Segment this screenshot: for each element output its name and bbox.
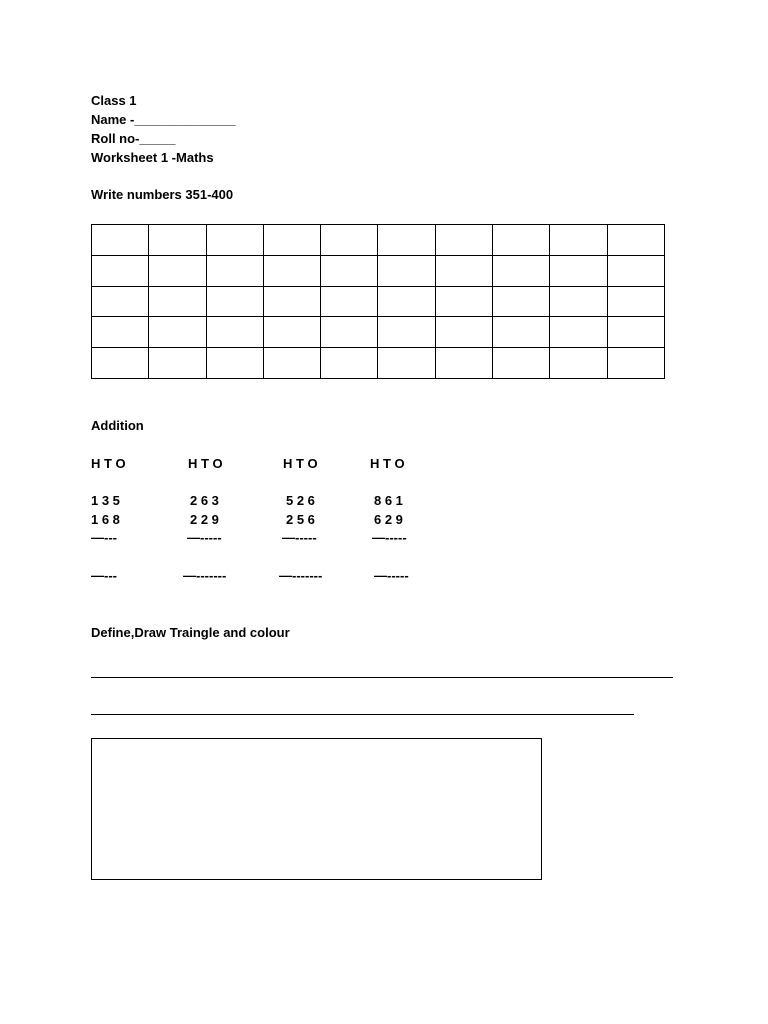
grid-cell[interactable] [321,348,378,379]
worksheet-title: Worksheet 1 -Maths [91,150,214,165]
grid-cell[interactable] [435,255,492,286]
grid-cell[interactable] [149,317,206,348]
grid-row [92,348,665,379]
grid-cell[interactable] [149,225,206,256]
grid-cell[interactable] [378,255,435,286]
grid-cell[interactable] [493,286,550,317]
grid-cell[interactable] [607,348,664,379]
addend-bottom: 2 5 6 [286,512,315,527]
grid-cell[interactable] [607,255,664,286]
grid-cell[interactable] [550,348,607,379]
addend-bottom: 2 2 9 [190,512,219,527]
grid-cell[interactable] [92,348,149,379]
drawing-box[interactable] [91,738,542,880]
sum-line: —----- [187,530,222,545]
grid-cell[interactable] [378,286,435,317]
grid-cell[interactable] [263,348,320,379]
grid-cell[interactable] [550,225,607,256]
sum-line: —----- [282,530,317,545]
grid-cell[interactable] [92,255,149,286]
grid-cell[interactable] [378,317,435,348]
grid-row [92,255,665,286]
grid-cell[interactable] [607,286,664,317]
grid-row [92,317,665,348]
numbers-instruction: Write numbers 351-400 [91,187,234,202]
grid-cell[interactable] [321,255,378,286]
addend-top: 1 3 5 [91,493,120,508]
grid-cell[interactable] [550,286,607,317]
grid-cell[interactable] [92,286,149,317]
grid-cell[interactable] [206,348,263,379]
grid-cell[interactable] [206,317,263,348]
class-label: Class 1 [91,93,137,108]
grid-cell[interactable] [493,225,550,256]
grid-cell[interactable] [435,225,492,256]
grid-cell[interactable] [149,255,206,286]
grid-cell[interactable] [263,225,320,256]
writing-line[interactable] [91,677,673,678]
grid-cell[interactable] [493,348,550,379]
grid-cell[interactable] [435,286,492,317]
hto-header: H T O [370,456,405,471]
sum-line: —--- [91,530,117,545]
addition-heading: Addition [91,418,144,433]
grid-cell[interactable] [321,286,378,317]
grid-cell[interactable] [435,348,492,379]
grid-cell[interactable] [149,286,206,317]
addend-top: 8 6 1 [374,493,403,508]
grid-cell[interactable] [378,348,435,379]
grid-cell[interactable] [149,348,206,379]
triangle-instruction: Define,Draw Traingle and colour [91,625,290,640]
grid-cell[interactable] [493,317,550,348]
sum-line: —----- [372,530,407,545]
answer-line: —--- [91,568,117,583]
addend-bottom: 1 6 8 [91,512,120,527]
grid-cell[interactable] [206,286,263,317]
grid-row [92,286,665,317]
grid-cell[interactable] [321,317,378,348]
grid-cell[interactable] [263,286,320,317]
grid-cell[interactable] [493,255,550,286]
answer-line: —----- [374,568,409,583]
hto-header: H T O [91,456,126,471]
roll-number-label: Roll no-_____ [91,131,176,146]
grid-cell[interactable] [92,225,149,256]
grid-cell[interactable] [263,317,320,348]
grid-cell[interactable] [550,317,607,348]
grid-cell[interactable] [550,255,607,286]
grid-cell[interactable] [206,225,263,256]
hto-header: H T O [283,456,318,471]
number-writing-grid [91,224,665,379]
addend-top: 5 2 6 [286,493,315,508]
answer-line: —------- [279,568,323,583]
grid-cell[interactable] [435,317,492,348]
addend-top: 2 6 3 [190,493,219,508]
writing-line[interactable] [91,714,634,715]
grid-row [92,225,665,256]
answer-line: —------- [183,568,227,583]
name-field-label: Name -______________ [91,112,236,127]
addend-bottom: 6 2 9 [374,512,403,527]
hto-header: H T O [188,456,223,471]
grid-cell[interactable] [92,317,149,348]
grid-cell[interactable] [206,255,263,286]
grid-cell[interactable] [607,225,664,256]
grid-cell[interactable] [378,225,435,256]
grid-cell[interactable] [321,225,378,256]
grid-cell[interactable] [263,255,320,286]
grid-cell[interactable] [607,317,664,348]
